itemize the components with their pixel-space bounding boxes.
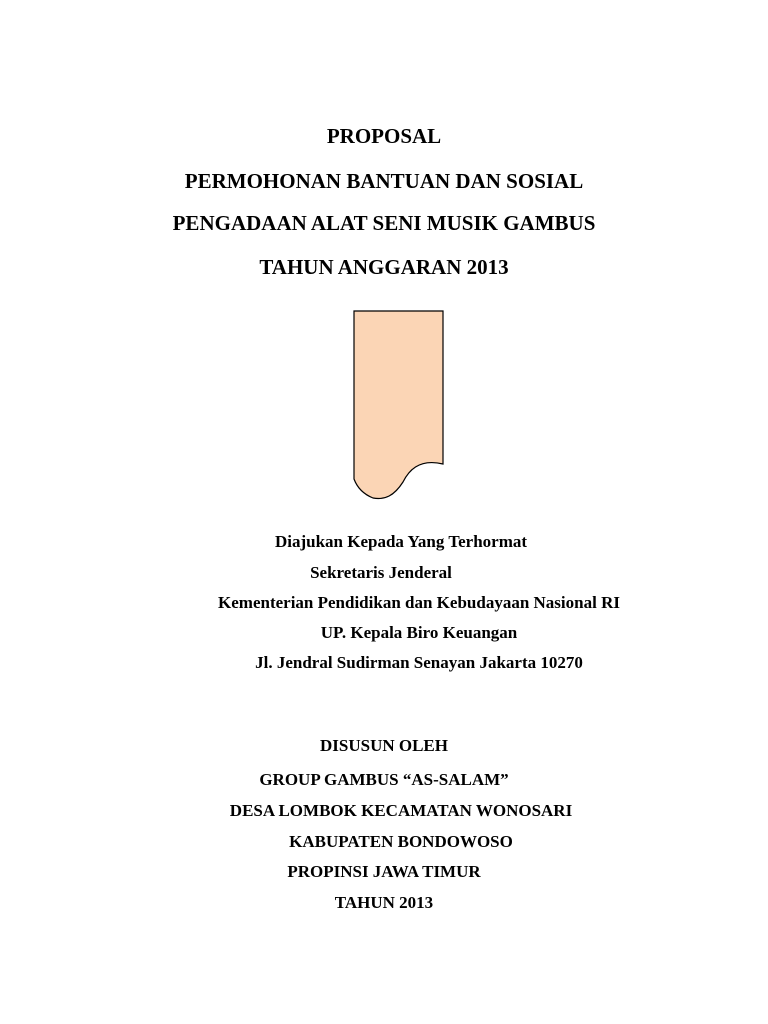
addressee-attention: UP. Kepala Biro Keuangan (320, 623, 518, 642)
title-pengadaan: PENGADAAN ALAT SENI MUSIK GAMBUS (172, 211, 596, 235)
author-village: DESA LOMBOK KECAMATAN WONOSARI (229, 801, 573, 820)
title-proposal: PROPOSAL (326, 124, 442, 148)
author-heading: DISUSUN OLEH (319, 736, 448, 755)
author-year: TAHUN 2013 (334, 893, 434, 912)
author-group: GROUP GAMBUS “AS-SALAM” (259, 770, 509, 789)
author-province: PROPINSI JAWA TIMUR (287, 862, 481, 881)
addressee-street: Jl. Jendral Sudirman Senayan Jakarta 10270 (255, 653, 583, 672)
title-permohonan: PERMOHONAN BANTUAN DAN SOSIAL (184, 169, 584, 193)
author-regency: KABUPATEN BONDOWOSO (289, 832, 513, 851)
addressee-title: Sekretaris Jenderal (310, 563, 452, 582)
title-tahun-anggaran: TAHUN ANGGARAN 2013 (259, 255, 509, 279)
addressee-ministry: Kementerian Pendidikan dan Kebudayaan Nasional RI (218, 593, 620, 612)
addressee-intro: Diajukan Kepada Yang Terhormat (274, 532, 528, 551)
